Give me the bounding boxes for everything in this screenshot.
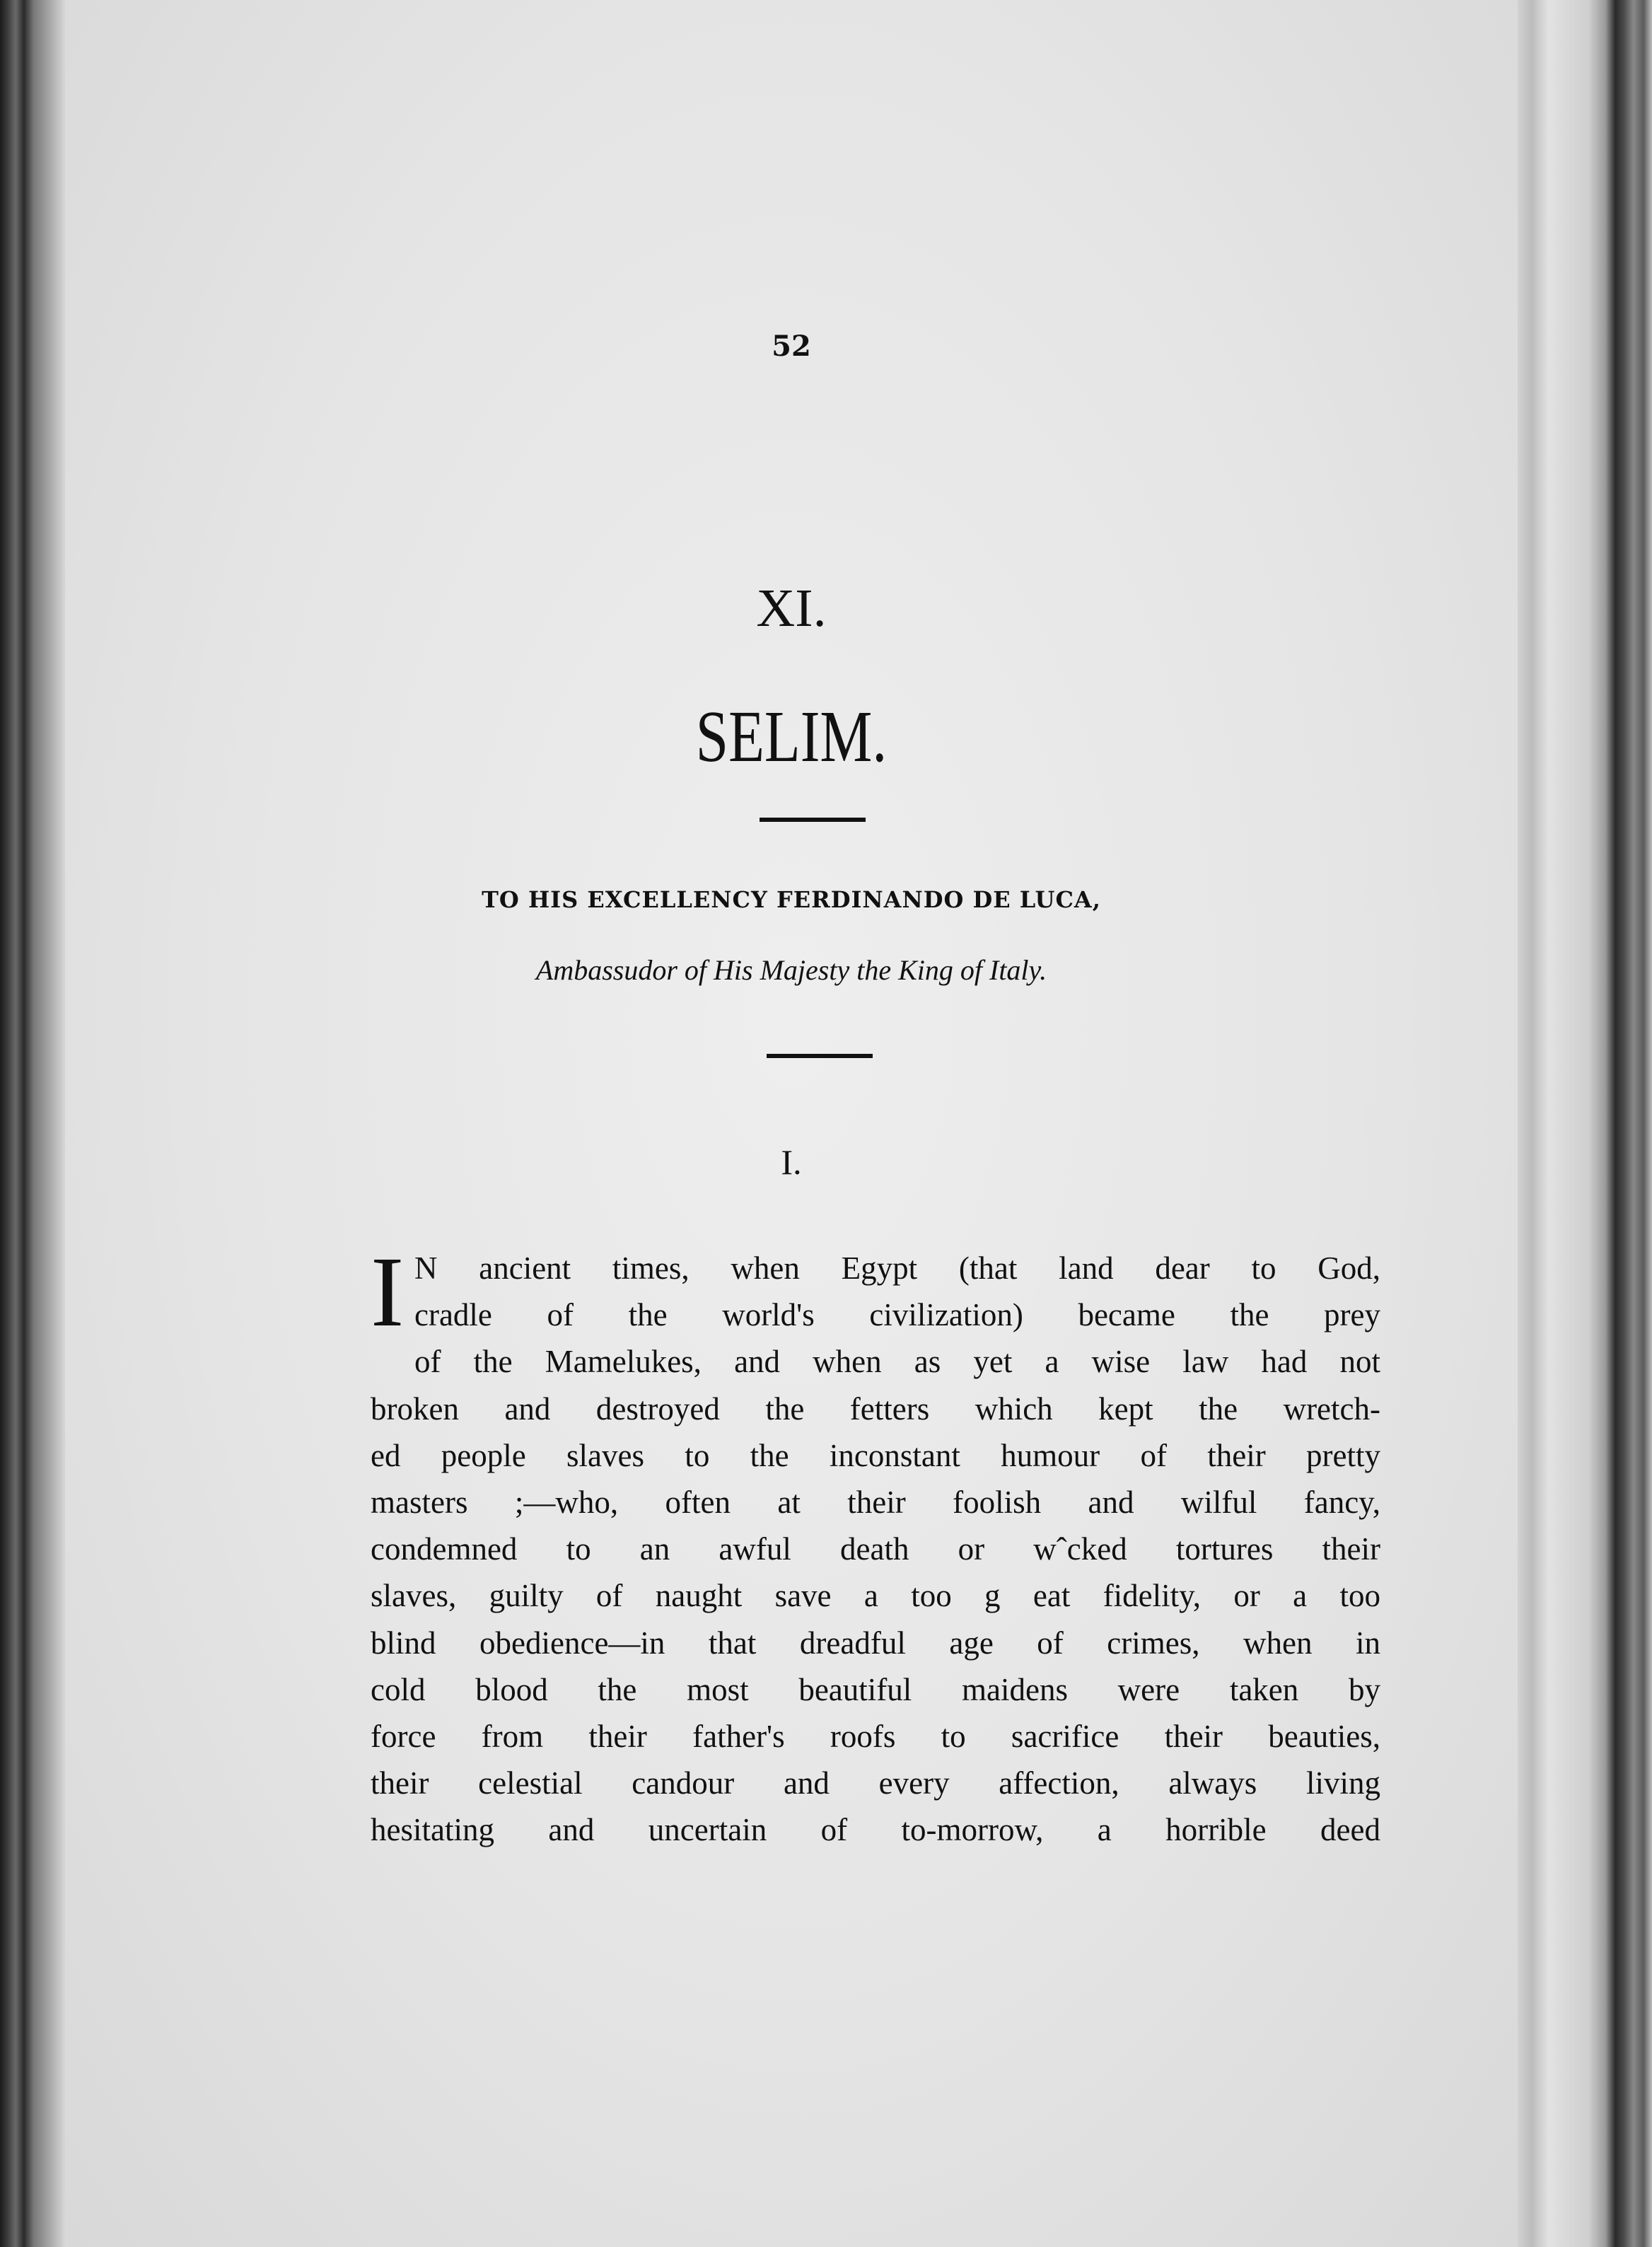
dedication-rule [767, 1054, 873, 1058]
text-line: of the Mamelukes, and when as yet a wise law had not [414, 1344, 1380, 1380]
text-line: cradle of the world's civilization) became the prey [414, 1297, 1380, 1333]
dedication-line: TO HIS EXCELLENCY FERDINANDO DE LUCA, [482, 886, 1101, 913]
section-numeral: I. [781, 1142, 802, 1182]
text-line: their celestial candour and every affection, always living [371, 1765, 1380, 1801]
chapter-title: SELIM. [695, 696, 888, 777]
dedication-subtitle: Ambassudor of His Majesty the King of Italy. [535, 954, 1047, 986]
chapter-numeral: XI. [756, 579, 827, 638]
book-spine-edge [0, 0, 65, 2247]
page-surface [65, 0, 1518, 2247]
drop-cap: I [371, 1236, 405, 1347]
text-line: N ancient times, when Egypt (that land dear to God, [414, 1250, 1380, 1286]
page-number: 52 [772, 330, 811, 363]
text-line: broken and destroyed the fetters which kept the wretch- [371, 1390, 1380, 1427]
text-line: force from their father's roofs to sacrifice their beauties, [371, 1718, 1380, 1754]
text-line: cold blood the most beautiful maidens were taken by [371, 1671, 1380, 1707]
book-fore-edge [1518, 0, 1652, 2247]
text-line: condemned to an awful death or wˆcked tortures their [371, 1531, 1380, 1567]
text-line: hesitating and uncertain of to-morrow, a horrible deed [371, 1812, 1380, 1848]
text-line: ed people slaves to the inconstant humour of their pretty [371, 1437, 1380, 1473]
text-line: masters ;—who, often at their foolish and wilful fancy, [371, 1484, 1380, 1520]
body-paragraph [371, 1236, 1380, 1853]
title-rule [760, 818, 866, 822]
text-line: blind obedience—in that dreadful age of crimes, when in [371, 1625, 1380, 1661]
text-line: slaves, guilty of naught save a too g eat fidelity, or a too [371, 1578, 1380, 1614]
